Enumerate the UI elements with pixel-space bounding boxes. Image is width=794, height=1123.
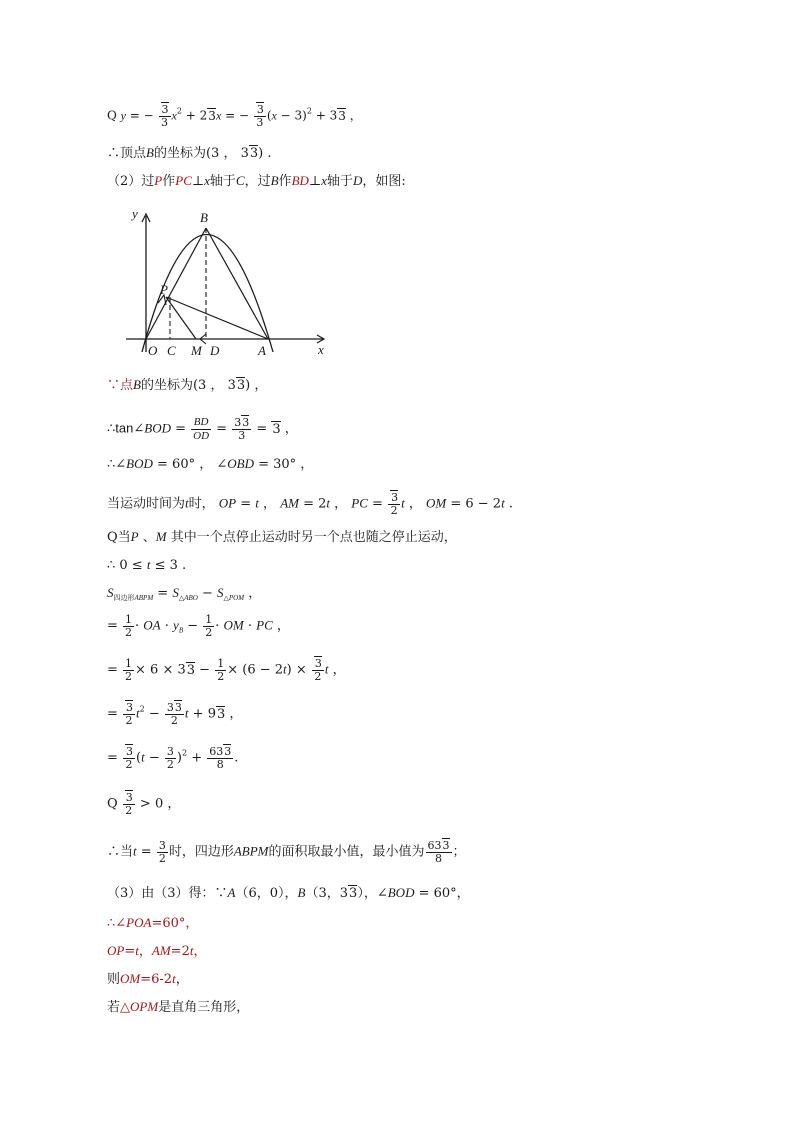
label-x: x bbox=[318, 342, 324, 357]
line-19: OP=t，AM=2t， bbox=[107, 943, 207, 959]
line-4: ∵点B的坐标为(3 ， 33) ， bbox=[107, 377, 268, 393]
segment-OB bbox=[146, 228, 206, 339]
label-M: M bbox=[191, 343, 202, 358]
label-C: C bbox=[167, 343, 176, 358]
label-D: D bbox=[210, 343, 220, 358]
line-2: ∴顶点B的坐标为(3 ， 33) . bbox=[107, 145, 272, 161]
line-15: Q $\frac{3}{2}$ > 0 ， bbox=[107, 791, 181, 817]
line-11: = $\frac{1}{2}$ · OA · $y_B$ − $\frac{1}{2}$ · OM · PC ， bbox=[107, 613, 290, 639]
line-13: = $\frac{3}{2}$ $t^2$ − $\frac{33}{2}$ t + 93 ， bbox=[107, 701, 243, 727]
line-17: （3）由（3）得：∵A（6，0），B（3，33），∠BOD = 60°， bbox=[107, 885, 470, 901]
line-20: 则OM=6-2t， bbox=[107, 971, 189, 987]
label-O: O bbox=[148, 343, 158, 358]
line-6: ∴∠BOD = 60° ， ∠OBD = 30° ， bbox=[107, 456, 314, 472]
geometry-figure bbox=[118, 202, 338, 362]
line-16: ∴当t = $\frac{3}{2}$ 时，四边形ABPM的面积取最小值，最小值为 $\frac{633}{8}$ ； bbox=[107, 839, 466, 865]
label-B: B bbox=[200, 210, 208, 225]
line-7: 当运动时间为t时， OP = t ， AM = 2t ， PC = $\frac{3}{2}$ t ， OM = 6 − 2t . bbox=[107, 491, 513, 517]
label-y: y bbox=[132, 206, 138, 221]
label-A: A bbox=[258, 343, 266, 358]
segment-BA bbox=[206, 228, 268, 339]
label-P: P bbox=[160, 282, 168, 297]
line-5: ∴tan∠BOD = $\frac{BD}{OD}$ = $\frac{33}{3}$ = 3 ， bbox=[107, 416, 298, 442]
line-14: = $\frac{3}{2}$ (t − $\frac{3}{2}$ )$^2$ + $\frac{633}{8}$ . bbox=[107, 745, 239, 771]
line-12: = $\frac{1}{2}$ × 6 × 33 − $\frac{1}{2}$ × (6 − 2t) × $\frac{3}{2}$ t ， bbox=[107, 657, 346, 683]
line-18: ∴∠POA=60°， bbox=[107, 915, 199, 931]
line-3: （2）过P作PC⊥x轴于C，过B作BD⊥x轴于D，如图: bbox=[107, 173, 406, 189]
line-1: Q y = − $\frac{3}{3}$ $x^2 + 23x$ = − $\frac{3}{3}$ $(x - 3)^2 + 33$ ， bbox=[107, 103, 362, 129]
line-8: Q当P 、M 其中一个点停止运动时另一个点也随之停止运动， bbox=[107, 529, 457, 545]
line-9: ∴ 0 ≤ t ≤ 3 . bbox=[107, 557, 187, 573]
line-21: 若△OPM是直角三角形， bbox=[107, 999, 250, 1015]
line-10: $S_{四边形ABPM} = S_{\triangle ABO} - S_{\triangle POM}$ ， bbox=[107, 585, 262, 602]
